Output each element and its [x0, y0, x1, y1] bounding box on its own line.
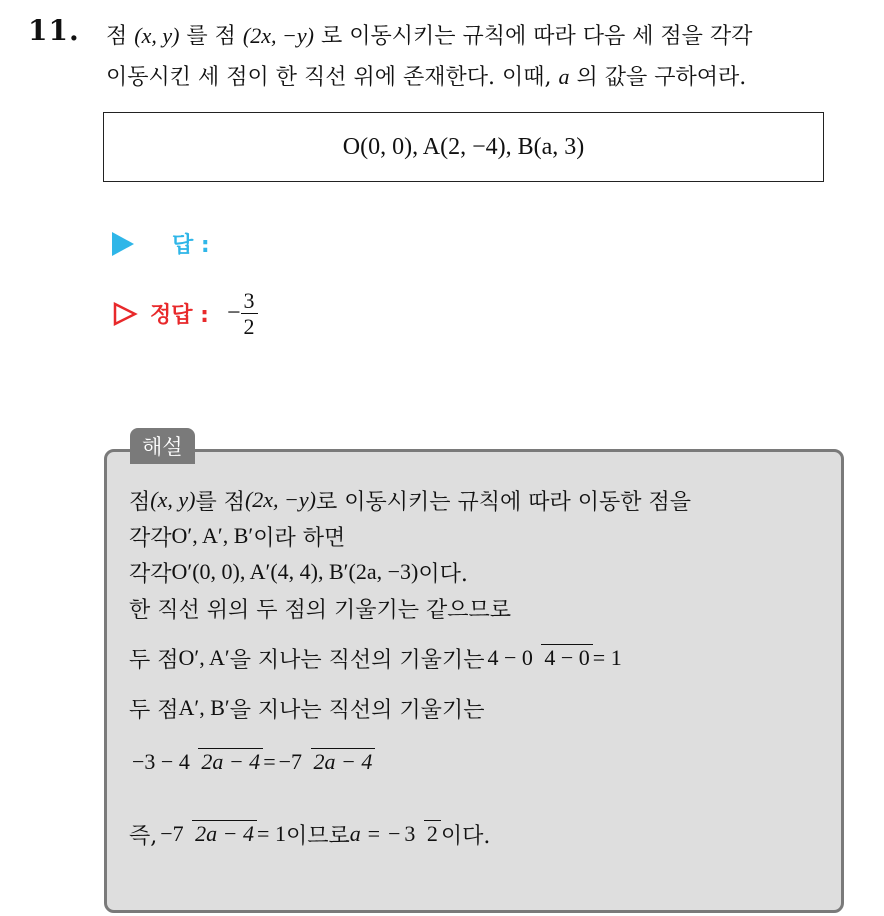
- math: a = −: [349, 821, 402, 846]
- text: 를 점: [195, 489, 245, 515]
- math: (x, y): [150, 487, 196, 512]
- correct-answer-value: [227, 288, 258, 340]
- numerator: 3: [404, 821, 416, 846]
- solution-line-1: [129, 482, 691, 518]
- solution-line-2: [129, 518, 691, 554]
- solution-line-5: [129, 626, 691, 690]
- text: 이라 하면: [253, 525, 346, 551]
- answer-label: 답 :: [172, 233, 210, 258]
- text: 각각: [129, 561, 172, 587]
- text: 을 지나는 직선의 기울기는: [229, 647, 485, 673]
- math-2x-y: (2x, −y): [242, 23, 314, 48]
- text: 두 점: [129, 647, 179, 673]
- text: 로 이동시키는 규칙에 따라 이동한 점을: [315, 489, 691, 515]
- answer-blank-row: [112, 228, 210, 259]
- numerator: −7: [160, 821, 184, 846]
- solution-line-6: [129, 690, 691, 726]
- fraction: [157, 821, 257, 847]
- math: (2x, −y): [244, 487, 316, 512]
- math-a: a: [558, 64, 570, 89]
- text: 를 점: [179, 24, 243, 49]
- denominator: 2: [241, 313, 258, 339]
- text: 이다.: [418, 561, 468, 587]
- math: = 1: [592, 645, 622, 670]
- correct-answer-row: [112, 288, 258, 340]
- text: 한 직선 위의 두 점의 기울기는 같으므로: [129, 597, 511, 623]
- text: 이동시킨 세 점이 한 직선 위에 존재한다. 이때,: [106, 65, 559, 90]
- solution-box: [104, 449, 844, 913]
- text: 을 지나는 직선의 기울기는: [229, 697, 485, 723]
- numerator: 4 − 0: [487, 645, 533, 670]
- problem-text: [106, 16, 752, 98]
- denominator: 4 − 0: [541, 644, 592, 670]
- problem-line-1: [106, 16, 752, 57]
- play-filled-icon: [112, 232, 134, 256]
- problem-line-2: [106, 57, 752, 98]
- text: 의 값을 구하여라.: [569, 65, 747, 90]
- fraction: [276, 749, 376, 775]
- math-xy: (x, y): [134, 23, 180, 48]
- text: 점: [129, 489, 151, 515]
- text: 이므로: [285, 823, 350, 849]
- denominator: 2a − 4: [198, 748, 263, 774]
- numerator: 3: [243, 288, 255, 313]
- numerator: −7: [278, 749, 303, 774]
- solution-line-3: [129, 554, 691, 590]
- points-text: O(0, 0), A(2, −4), B(a, 3): [342, 133, 585, 160]
- solution-line-8: [129, 798, 691, 870]
- math: O′(0, 0), A′(4, 4), B′(2a, −3): [171, 559, 419, 584]
- fraction: [129, 749, 263, 775]
- text: 두 점: [129, 697, 179, 723]
- denominator: 2a − 4: [311, 748, 376, 774]
- math: O′, A′: [178, 645, 230, 670]
- math: A′, B′: [178, 695, 230, 720]
- solution-line-7: [129, 726, 691, 798]
- math: O′, A′, B′: [171, 523, 254, 548]
- fraction: [241, 288, 258, 340]
- math: = 1: [257, 821, 286, 846]
- problem-number: 11.: [28, 14, 80, 47]
- text: 점: [106, 24, 135, 49]
- text: 이다.: [440, 823, 491, 849]
- points-box: [103, 112, 824, 182]
- text: 각각: [129, 525, 172, 551]
- play-outline-icon: [112, 301, 138, 327]
- fraction: [401, 821, 441, 847]
- denominator: 2: [424, 820, 441, 846]
- text: 즉,: [129, 823, 158, 849]
- solution-lines: [129, 482, 691, 870]
- solution-line-4: [129, 590, 691, 626]
- fraction: [484, 645, 592, 671]
- numerator: −3 − 4: [132, 749, 190, 774]
- solution-tag: 해설: [130, 428, 195, 464]
- equals: =: [263, 749, 276, 774]
- minus-sign: −: [226, 300, 241, 327]
- denominator: 2a − 4: [192, 820, 257, 846]
- correct-answer-label: 정답 :: [150, 303, 209, 329]
- text: 로 이동시키는 규칙에 따라 다음 세 점을 각각: [313, 24, 753, 49]
